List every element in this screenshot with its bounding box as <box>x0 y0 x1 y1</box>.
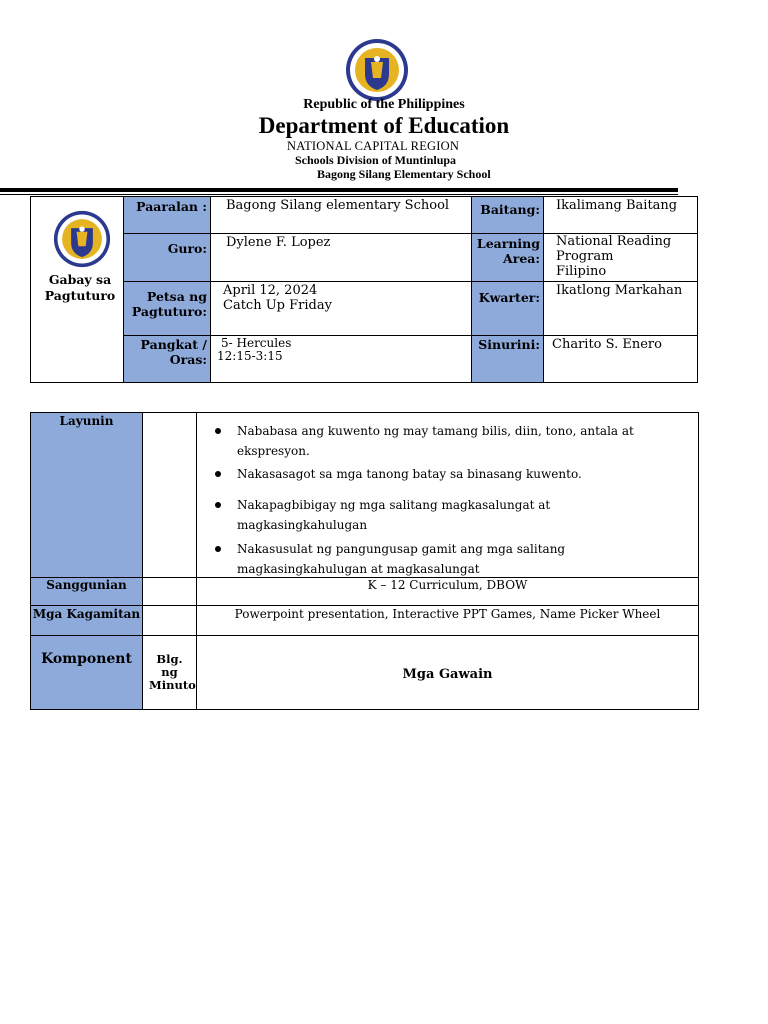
header-divider-thin <box>0 194 678 195</box>
header-divider <box>0 188 678 192</box>
pangkat-section: 5- Hercules <box>221 336 292 350</box>
petsa-note: Catch Up Friday <box>223 298 332 313</box>
petsa-value <box>210 281 472 336</box>
layunin-minutes-cell <box>142 412 197 578</box>
gabay-cell <box>30 196 124 383</box>
bullet-icon <box>215 471 221 477</box>
republic-heading: Republic of the Philippines <box>303 97 465 112</box>
objective-item <box>237 495 667 535</box>
petsa-label: Petsa ng Pagtuturo: <box>123 281 211 336</box>
baitang-value: Ikalimang Baitang <box>543 196 698 234</box>
deped-seal-icon <box>345 38 409 102</box>
objective-text: Nakasusulat ng pangungusap gamit ang mga salitang magkasingkahulugan at magkasalungat <box>237 542 566 576</box>
komponent-label: Komponent <box>30 635 143 710</box>
paaralan-value: Bagong Silang elementary School <box>210 196 472 234</box>
sinuri-label: Sinurini: <box>471 335 544 383</box>
objective-item <box>237 539 667 579</box>
objective-text: Nakapagbibigay ng mga salitang magkasalungat at magkasingkahulugan <box>237 498 551 532</box>
objective-item <box>237 464 667 484</box>
kwarter-label: Kwarter: <box>471 281 544 336</box>
school-heading: Bagong Silang Elementary School <box>317 167 491 181</box>
kagamitan-value: Powerpoint presentation, Interactive PPT Games, Name Picker Wheel <box>196 605 699 636</box>
objective-item <box>237 421 667 461</box>
baitang-label: Baitang: <box>471 196 544 234</box>
pangkat-value <box>210 335 472 383</box>
paaralan-label: Paaralan : <box>123 196 211 234</box>
layunin-label: Layunin <box>30 412 143 578</box>
sinuri-value: Charito S. Enero <box>543 335 698 383</box>
minuto-label: Blg. ng Minuto <box>142 635 197 710</box>
learning-area-label: Learning Area: <box>471 233 544 282</box>
sanggunian-minutes-cell <box>142 577 197 606</box>
layunin-objectives <box>196 412 699 578</box>
learning-area-line: Program <box>556 249 614 264</box>
objective-text: Nababasa ang kuwento ng may tamang bilis, diin, tono, antala at ekspresyon. <box>237 424 634 458</box>
sanggunian-value: K – 12 Curriculum, DBOW <box>196 577 699 606</box>
gawain-label: Mga Gawain <box>196 635 699 710</box>
division-heading: Schools Division of Muntinlupa <box>295 153 457 167</box>
gabay-title: Gabay sa Pagtuturo <box>44 272 116 303</box>
deped-seal-icon <box>53 210 111 268</box>
learning-area-value <box>543 233 698 282</box>
sanggunian-label: Sanggunian <box>30 577 143 606</box>
bullet-icon <box>215 546 221 552</box>
bullet-icon <box>215 502 221 508</box>
kagamitan-label: Mga Kagamitan <box>30 605 143 636</box>
kagamitan-minutes-cell <box>142 605 197 636</box>
petsa-date: April 12, 2024 <box>223 283 318 298</box>
guro-label: Guro: <box>123 233 211 282</box>
learning-area-line: National Reading <box>556 234 672 249</box>
kwarter-value: Ikatlong Markahan <box>543 281 698 336</box>
pangkat-time: 12:15-3:15 <box>217 349 283 363</box>
objective-text: Nakasasagot sa mga tanong batay sa binasang kuwento. <box>237 467 582 481</box>
guro-value: Dylene F. Lopez <box>210 233 472 282</box>
learning-area-line: Filipino <box>556 264 607 279</box>
region-heading: NATIONAL CAPITAL REGION <box>287 139 460 153</box>
pangkat-label: Pangkat / Oras: <box>123 335 211 383</box>
department-heading: Department of Education <box>258 113 510 138</box>
bullet-icon <box>215 428 221 434</box>
